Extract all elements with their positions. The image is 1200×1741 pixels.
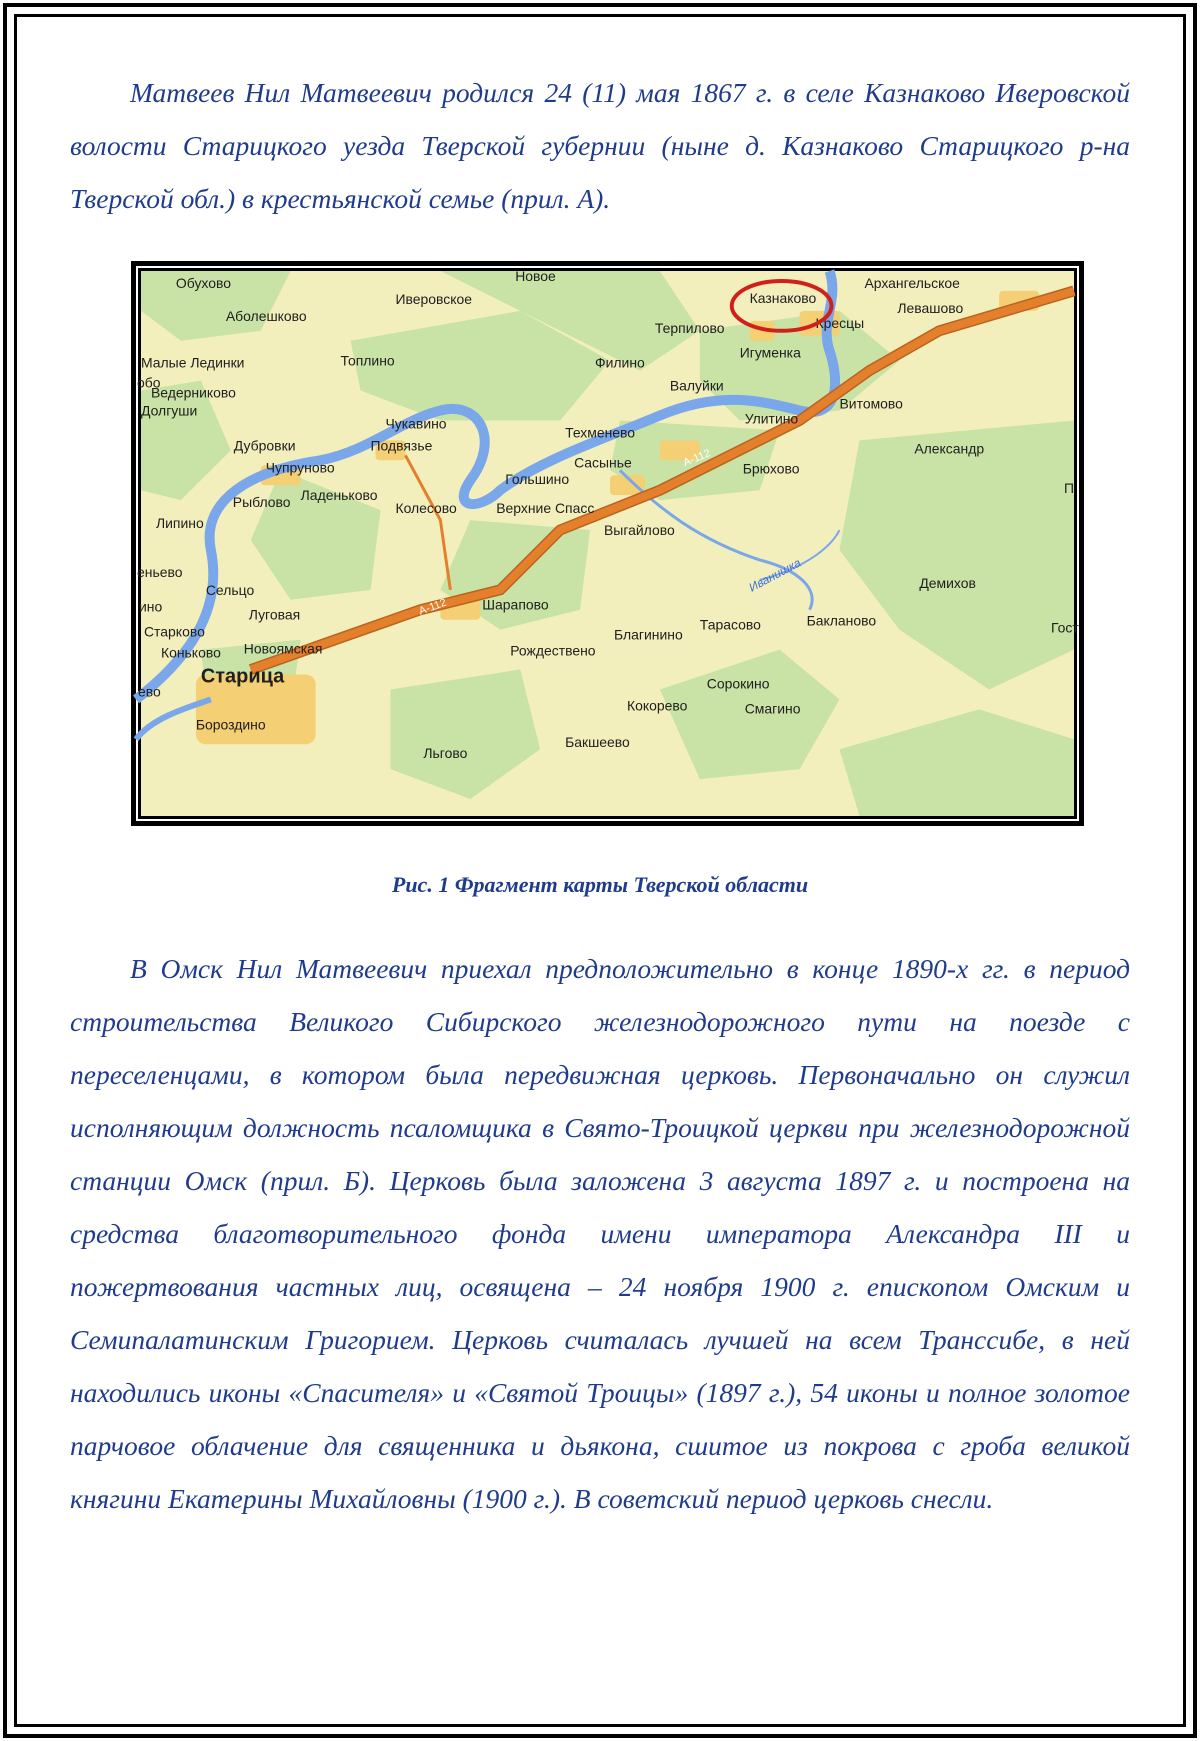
place-label: Кресцы [815,314,865,331]
place-label: Верхние Спасс [496,500,595,517]
place-label: Сельцо [205,581,255,598]
map-figure-frame [136,266,1079,821]
place-label: Новоямская [243,640,323,657]
place-label: Рождествено [510,642,596,659]
road-label-2: А-112 [681,447,713,470]
figure-caption: Рис. 1 Фрагмент карты Тверской области [391,872,809,897]
place-label: Кокорево [626,697,688,714]
place-label: Чупруново [265,459,335,476]
place-label: Долгуши [141,402,198,419]
place-label: обо [137,374,161,391]
place-label: Терпилово [654,319,725,336]
place-label: Филино [595,354,645,371]
map-figure [131,261,1084,826]
place-label: Топлино [340,352,395,369]
place-label: Благинино [613,626,683,643]
place-label: Игуменка [739,344,801,361]
place-label: Бороздино [195,716,266,733]
place-label: Брюхово [742,460,800,477]
place-label: Смагино [744,700,801,717]
place-label: Сасынье [574,454,632,471]
place-label: Старица [200,665,285,688]
place-label: Иверовское [395,290,473,307]
place-label: Новое [515,267,556,284]
place-label: ино [139,598,163,615]
map-image [137,267,1079,816]
place-label: П [1064,480,1075,497]
place-label: Бакланово [806,612,877,629]
place-label: Ведерниково [150,384,236,401]
place-label: Гост [1051,619,1079,636]
paragraph-birth: Матвеев Нил Матвеевич родился 24 (11) мая 1867 г. в селе Казнаково Иверовской волости Старицкого уезда Тверской губернии (ныне д. Казнаково Старицкого р-на Тверской обл.) в крестьянской семье (прил. А). [70,77,1130,214]
place-label: Чукавино [385,415,447,432]
place-label: Дубровки [233,437,296,454]
place-label: Ладеньково [300,487,378,504]
place-label: Казнаково [749,289,817,306]
place-label: Тарасово [699,616,761,633]
place-label: Улитино [744,410,799,427]
place-label: Шарапово [482,596,549,613]
place-label: Гольшино [505,471,570,488]
place-label: Витомово [839,395,903,412]
place-label: Левашово [897,299,964,316]
place-label: Бакшеево [565,734,630,751]
place-label: Колесово [395,500,457,517]
place-label: Льгово [423,745,468,762]
place-label: Подвязье [370,437,433,454]
place-label: Аболешково [225,307,307,324]
place-label: Валуйки [669,377,724,394]
place-label: Архангельское [864,274,960,291]
place-label: ево [138,683,161,700]
place-label: Выгайлово [604,522,675,539]
place-label: Коньково [160,644,221,661]
place-label: Техменево [565,424,636,441]
place-label: Луговая [248,606,301,623]
road-label: А-112 [417,596,449,618]
paragraph-omsk: В Омск Нил Матвеевич приехал предположительно в конце 1890-х гг. в период строительства Великого Сибирского железнодорожного пути на поезде с переселенцами, в котором была передвижная церковь. Первоначально он служил исполняющим должность псаломщика в Свято-Троицкой церкви при железнодорожной станции Омск (прил. Б). Церковь была заложена 3 августа 1897 г. и построена на средства благотворительного фонда имени императора Александра III и пожертвования частных лиц, освящена – 24 ноября 1900 г. епископом Омским и Семипалатинским Григорием. Церковь считалась лучшей на всем Транссибе, в ней находились иконы «Спасителя» и «Святой Троицы» (1897 г.), 54 иконы и полное золотое парчовое облачение для священника и дьякона, сшитое из покрова с гроба великой княгини Екатерины Михайловны (1900 г.). В советский период церковь снесли. [70,953,1130,1514]
place-label: Обухово [175,274,232,291]
place-label: Александр [914,440,985,457]
place-label: Демихов [919,574,976,591]
river-label: Иванишка [746,555,804,595]
place-label: Сорокино [706,675,770,692]
place-label: Малые Лединки [141,354,245,371]
place-label: Старково [143,623,205,640]
place-label: Рыблово [232,494,291,511]
place-label: Липино [155,515,204,532]
place-label: еньево [137,563,183,580]
